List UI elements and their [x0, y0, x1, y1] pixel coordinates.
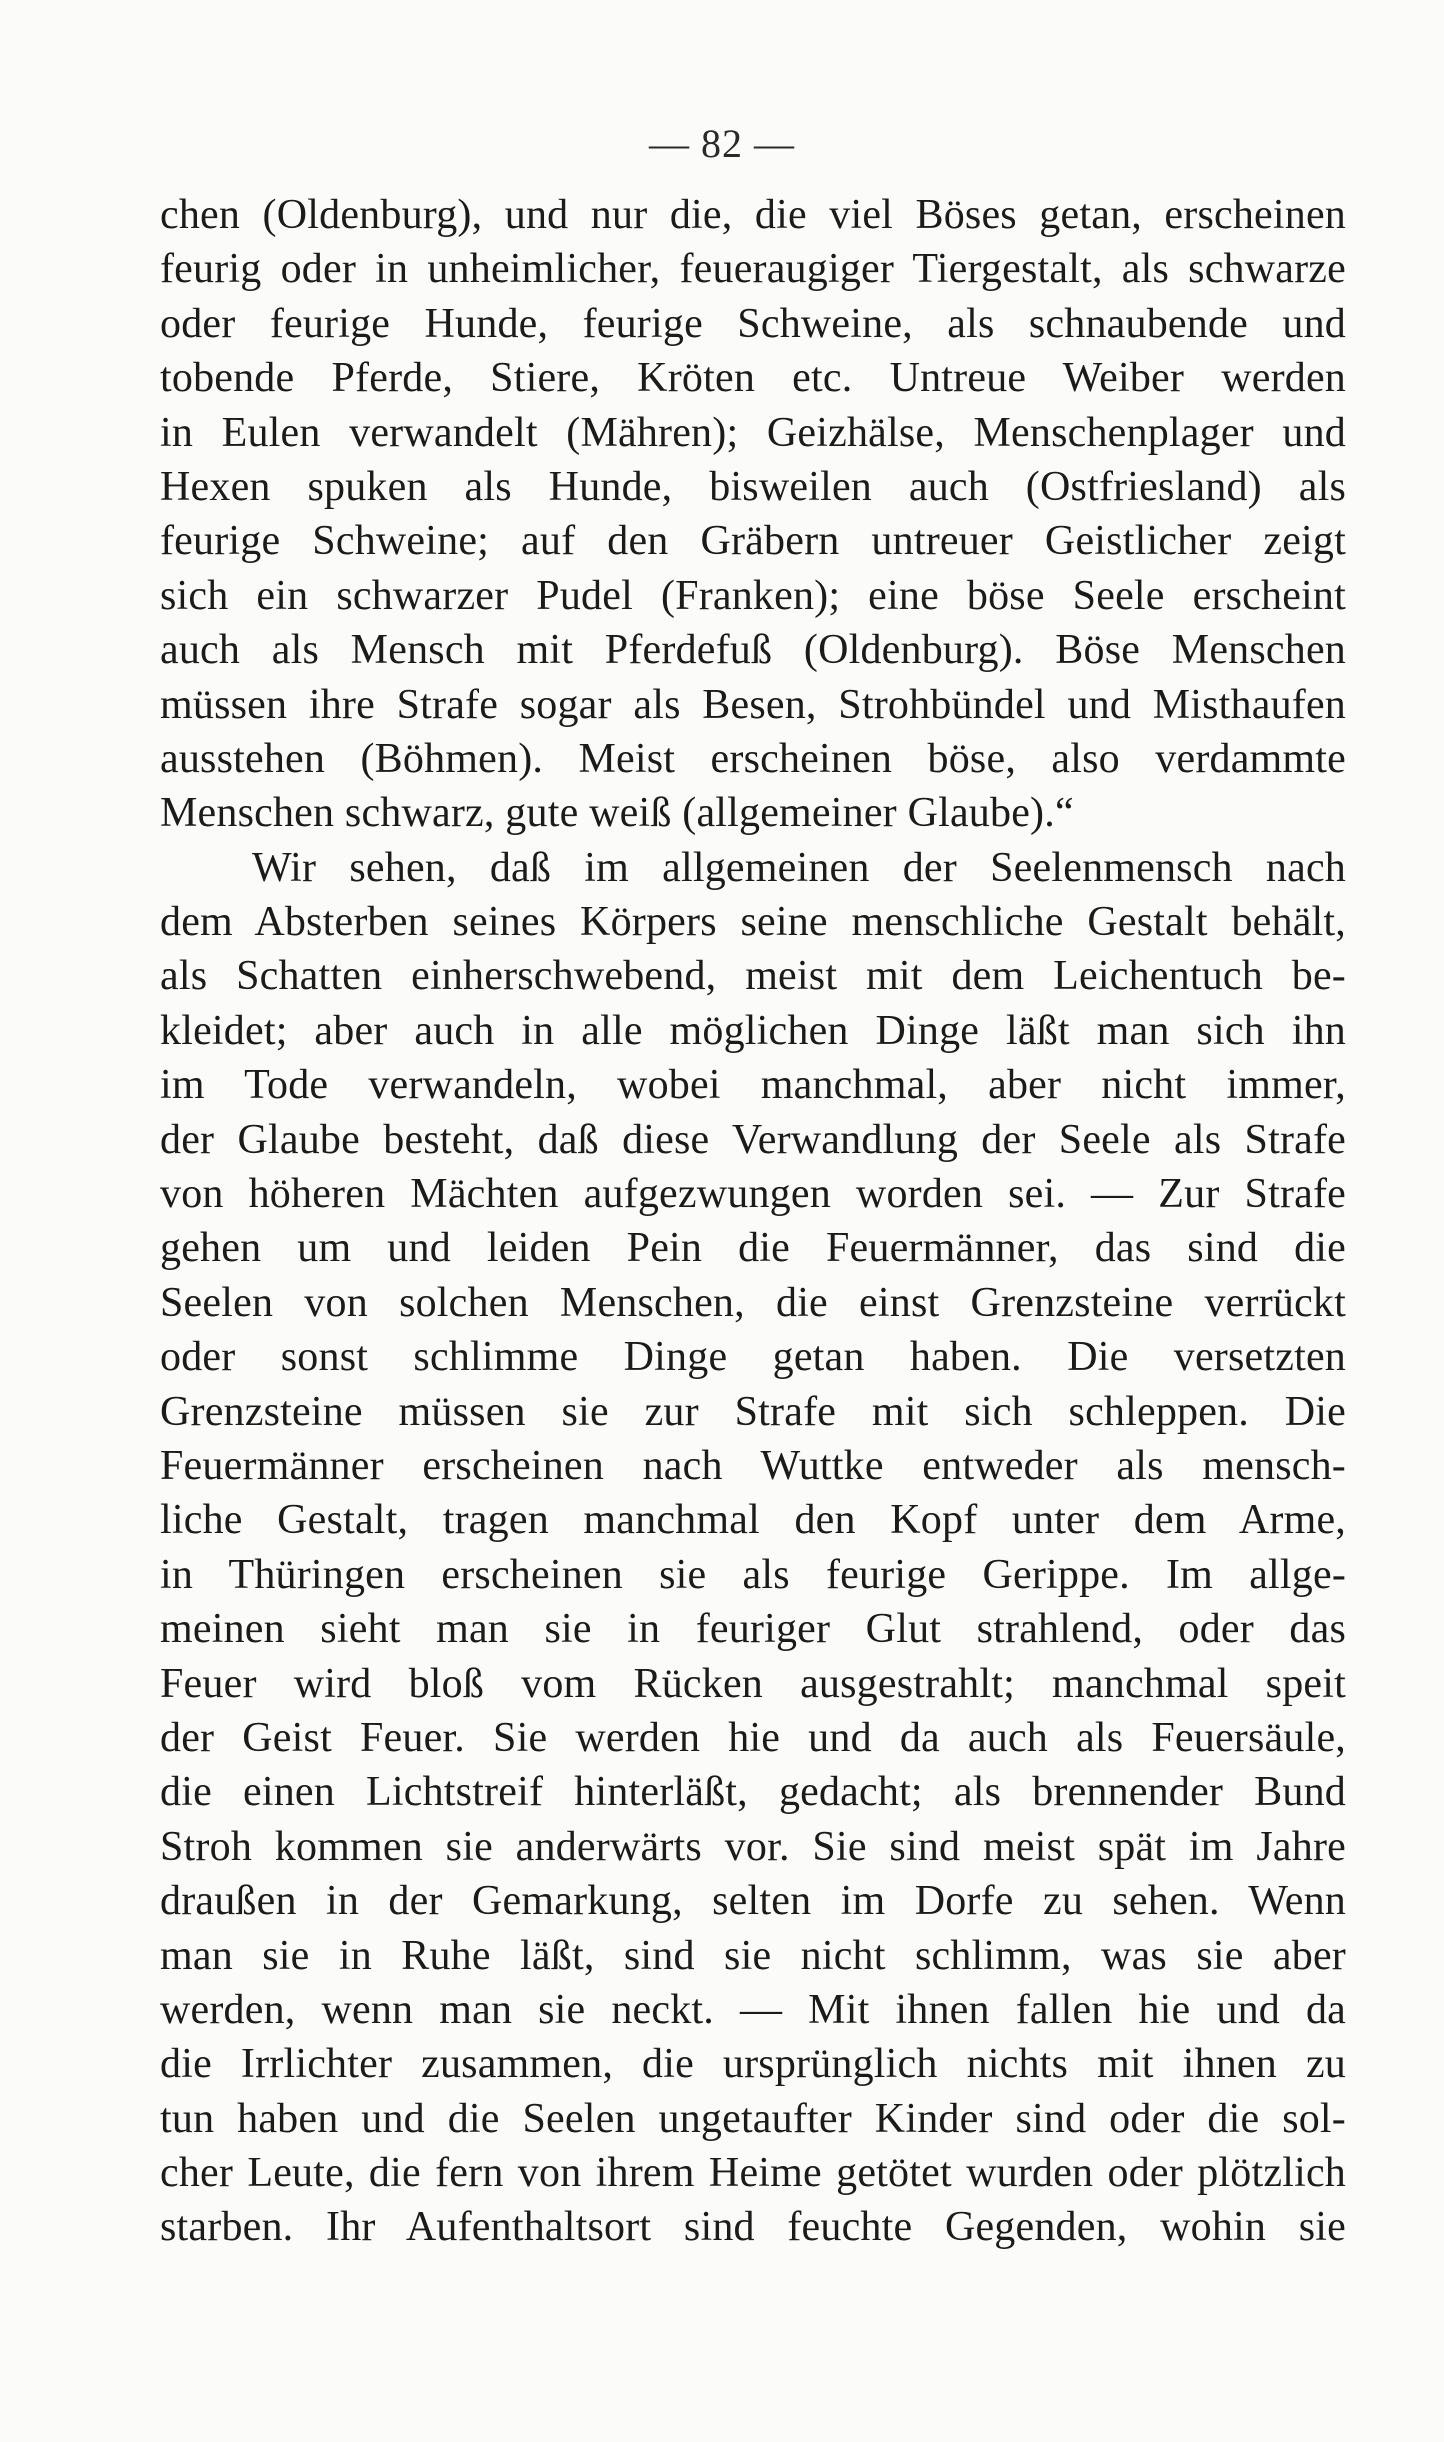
text-line: feurige Schweine; auf den Gräbern untreuer Geistlicher zeigt	[160, 518, 1346, 565]
text-line: in Eulen verwandelt (Mähren); Geizhälse, Menschenplager und	[160, 409, 1346, 456]
text-line: Feuermänner erscheinen nach Wuttke entweder als mensch-	[160, 1442, 1346, 1489]
text-line: Stroh kommen sie anderwärts vor. Sie sind meist spät im Jahre	[160, 1823, 1346, 1870]
text-line: Wir sehen, daß im allgemeinen der Seelenmensch nach	[252, 844, 1346, 891]
text-line: liche Gestalt, tragen manchmal den Kopf unter dem Arme,	[160, 1497, 1346, 1544]
text-line: die einen Lichtstreif hinterläßt, gedacht; als brennender Bund	[160, 1769, 1346, 1816]
text-line: Feuer wird bloß vom Rücken ausgestrahlt; manchmal speit	[160, 1660, 1346, 1707]
text-line: kleidet; aber auch in alle möglichen Dinge läßt man sich ihn	[160, 1007, 1346, 1054]
text-line: ausstehen (Böhmen). Meist erscheinen böse, also verdammte	[160, 735, 1346, 782]
text-line: müssen ihre Strafe sogar als Besen, Strohbündel und Misthaufen	[160, 681, 1346, 728]
text-line: Grenzsteine müssen sie zur Strafe mit sich schleppen. Die	[160, 1388, 1346, 1435]
text-line: Menschen schwarz, gute weiß (allgemeiner Glaube).“	[160, 790, 1074, 837]
text-line: im Tode verwandeln, wobei manchmal, aber nicht immer,	[160, 1062, 1346, 1109]
text-line: Seelen von solchen Menschen, die einst Grenzsteine verrückt	[160, 1279, 1346, 1326]
text-line: man sie in Ruhe läßt, sind sie nicht schlimm, was sie aber	[160, 1932, 1346, 1979]
text-line: als Schatten einherschwebend, meist mit dem Leichentuch be-	[160, 953, 1346, 1000]
text-line: tun haben und die Seelen ungetaufter Kinder sind oder die sol-	[160, 2095, 1346, 2142]
text-line: meinen sieht man sie in feuriger Glut strahlend, oder das	[160, 1606, 1346, 1653]
text-line: cher Leute, die fern von ihrem Heime getötet wurden oder plötzlich	[160, 2150, 1346, 2197]
text-line: Hexen spuken als Hunde, bisweilen auch (Ostfriesland) als	[160, 463, 1346, 510]
text-line: oder feurige Hunde, feurige Schweine, als schnaubende und	[160, 300, 1346, 347]
text-line: chen (Oldenburg), und nur die, die viel Böses getan, erscheinen	[160, 192, 1346, 238]
page-number: — 82 —	[649, 121, 795, 166]
text-line: draußen in der Gemarkung, selten im Dorfe zu sehen. Wenn	[160, 1878, 1346, 1925]
text-line: die Irrlichter zusammen, die ursprünglich nichts mit ihnen zu	[160, 2041, 1346, 2088]
text-line: feurig oder in unheimlicher, feueraugiger Tiergestalt, als schwarze	[160, 246, 1346, 293]
text-line: gehen um und leiden Pein die Feuermänner, das sind die	[160, 1225, 1346, 1272]
text-line: tobende Pferde, Stiere, Kröten etc. Untreue Weiber werden	[160, 355, 1346, 402]
text-line: der Glaube besteht, daß diese Verwandlung der Seele als Strafe	[160, 1116, 1346, 1163]
text-line: oder sonst schlimme Dinge getan haben. Die versetzten	[160, 1334, 1346, 1381]
text-line: von höheren Mächten aufgezwungen worden sei. — Zur Strafe	[160, 1171, 1346, 1218]
text-line: starben. Ihr Aufenthaltsort sind feuchte Gegenden, wohin sie	[160, 2204, 1346, 2251]
text-line: der Geist Feuer. Sie werden hie und da auch als Feuersäule,	[160, 1714, 1346, 1761]
text-line: sich ein schwarzer Pudel (Franken); eine böse Seele erscheint	[160, 572, 1346, 619]
text-line: in Thüringen erscheinen sie als feurige Gerippe. Im allge-	[160, 1551, 1346, 1598]
text-line: werden, wenn man sie neckt. — Mit ihnen fallen hie und da	[160, 1986, 1346, 2033]
text-line: dem Absterben seines Körpers seine menschliche Gestalt behält,	[160, 899, 1346, 946]
body-text	[160, 188, 1346, 2255]
paragraph-2	[160, 841, 1346, 2255]
text-line: auch als Mensch mit Pferdefuß (Oldenburg). Böse Menschen	[160, 627, 1346, 674]
paragraph-1	[160, 188, 1346, 841]
